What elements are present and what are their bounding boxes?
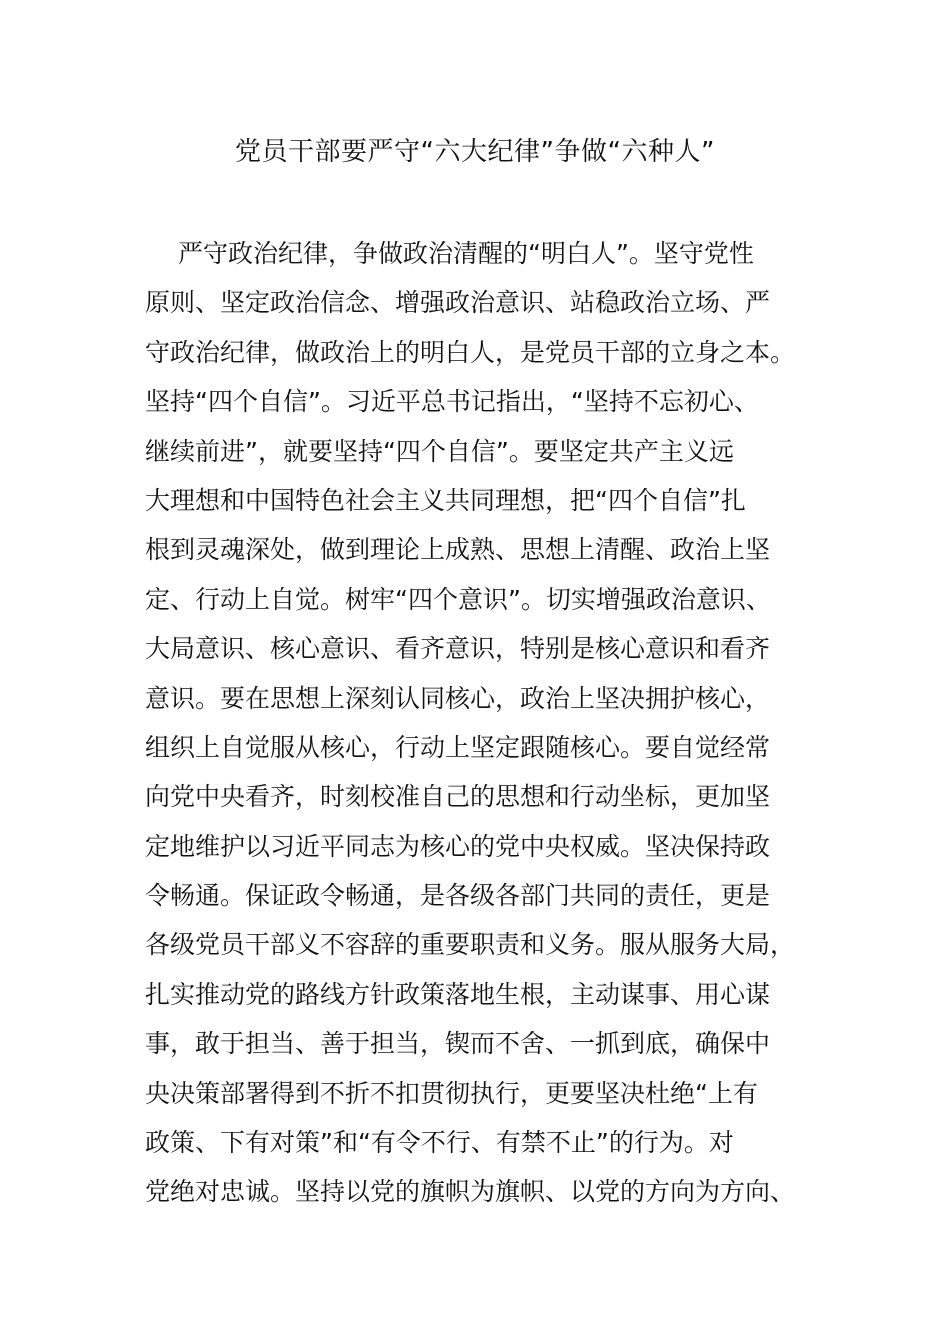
body-line: 大理想和中国特色社会主义共同理想，把“四个自信”扎 <box>145 485 746 515</box>
body-line: 事，敢于担当、善于担当，锲而不舍、一抓到底，确保中 <box>145 1029 771 1059</box>
body-line: 政策、下有对策”和“有令不行、有禁不止”的行为。对 <box>145 1128 734 1158</box>
body-line: 意识。要在思想上深刻认同核心，政治上坚决拥护核心， <box>145 683 771 713</box>
body-line: 大局意识、核心意识、看齐意识，特别是核心意识和看齐 <box>145 634 771 664</box>
body-line: 继续前进”，就要坚持“四个自信”。要坚定共产主义远 <box>145 436 734 466</box>
body-line: 扎实推动党的路线方针政策落地生根，主动谋事、用心谋 <box>145 979 771 1009</box>
body-line: 定地维护以习近平同志为核心的党中央权威。坚决保持政 <box>145 831 771 861</box>
body-line: 向党中央看齐，时刻校准自己的思想和行动坐标，更加坚 <box>145 782 771 812</box>
body-line: 组织上自觉服从核心，行动上坚定跟随核心。要自觉经常 <box>145 732 771 762</box>
body-line: 央决策部署得到不折不扣贯彻执行，更要坚决杜绝“上有 <box>145 1078 758 1108</box>
body-line: 根到灵魂深处，做到理论上成熟、思想上清醒、政治上坚 <box>145 535 771 565</box>
body-line: 令畅通。保证政令畅通，是各级各部门共同的责任，更是 <box>145 881 771 911</box>
document-body <box>145 229 805 1217</box>
body-line: 守政治纪律，做政治上的明白人，是党员干部的立身之本。 <box>145 337 796 367</box>
body-line: 严守政治纪律，争做政治清醒的“明白人”。坚守党性 <box>178 239 754 268</box>
body-line: 原则、坚定政治信念、增强政治意识、站稳政治立场、严 <box>145 288 771 318</box>
document-title: 党员干部要严守“六大纪律”争做“六种人” <box>235 137 715 167</box>
body-line: 坚持“四个自信”。习近平总书记指出，“坚持不忘初心、 <box>145 387 759 417</box>
body-line: 各级党员干部义不容辞的重要职责和义务。服从服务大局， <box>145 930 796 960</box>
body-line: 定、行动上自觉。树牢“四个意识”。切实增强政治意识、 <box>145 584 771 614</box>
body-line: 党绝对忠诚。坚持以党的旗帜为旗帜、以党的方向为方向、 <box>145 1177 796 1207</box>
